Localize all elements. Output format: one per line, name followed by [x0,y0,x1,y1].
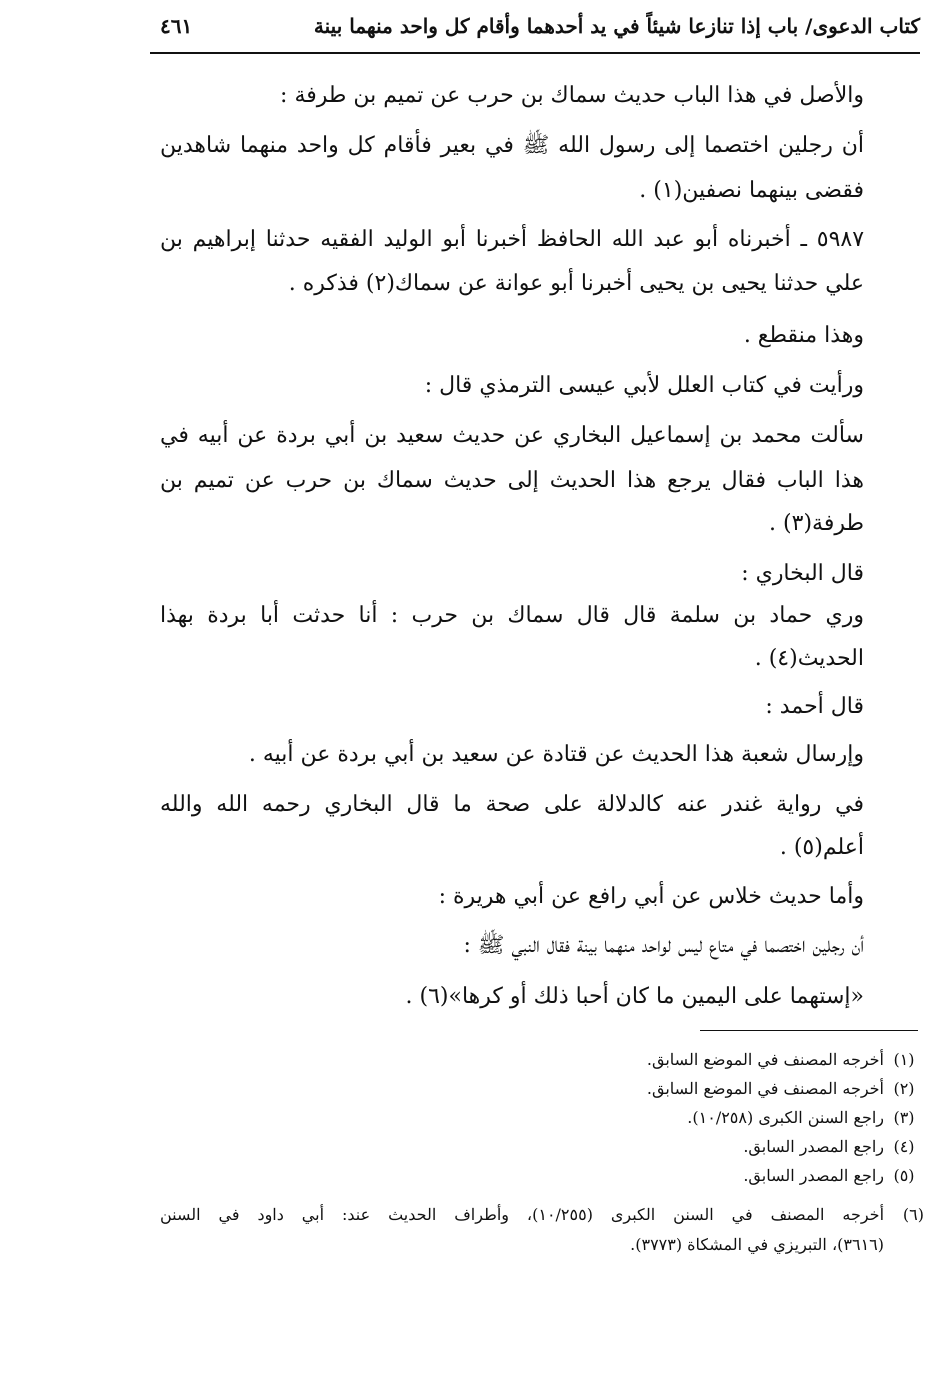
body-line: سألت محمد بن إسماعيل البخاري عن حديث سعيد بن أبي بردة عن أبيه في [160,423,864,448]
body-line: هذا الباب فقال يرجع هذا الحديث إلى حديث سماك بن حرب عن تميم بن [160,468,864,493]
body-line: وأما حديث خلاس عن أبي رافع عن أبي هريرة : [438,884,864,909]
footnote-text: راجع السنن الكبرى (١٠/٢٥٨). [687,1108,884,1127]
footnote [687,1108,924,1128]
page-number: ٤٦١ [160,14,193,38]
footnote [743,1137,924,1157]
footnote-divider [700,1030,918,1031]
body-line: ورأيت في كتاب العلل لأبي عيسى الترمذي قال : [424,373,864,398]
footnote-text: راجع المصدر السابق. [743,1137,884,1156]
hadith-number-line: ٥٩٨٧ ـ أخبرناه أبو عبد الله الحافظ أخبرنا أبو الوليد الفقيه حدثنا إبراهيم بن [160,227,865,252]
footnote-number: (٦) [902,1205,925,1224]
footnote [647,1050,924,1070]
body-line: أعلم(٥) . [779,835,864,860]
body-line: فقضى بينهما نصفين(١) . [639,178,864,203]
header-divider [150,52,920,54]
footnote [743,1166,924,1186]
body-line: أن رجلين اختصما إلى رسول الله ﷺ في بعير فأقام كل واحد منهما شاهدين [160,133,864,158]
footnote [160,1205,924,1225]
footnote-number: (١) [893,1050,915,1069]
page-header [150,10,920,48]
body-line: وهذا منقطع . [743,323,864,348]
footnote-number: (٣) [893,1108,915,1127]
footnote-number: (٥) [893,1166,915,1185]
footnote-number: (٢) [893,1079,915,1098]
footnote-number: (٤) [893,1137,915,1156]
body-line: في رواية غندر عنه كالدلالة على صحة ما قال البخاري رحمه الله والله [160,792,864,817]
body-line: وري حماد بن سلمة قال قال سماك بن حرب : أنا حدثت أبا بردة بهذا [160,603,864,628]
footnote-text: راجع المصدر السابق. [743,1166,884,1185]
footnote [647,1079,924,1099]
footnote-text: أخرجه المصنف في الموضع السابق. [646,1079,884,1098]
body-line: الحديث(٤) . [754,646,864,671]
body-line: قال البخاري : [741,561,864,586]
body-line: والأصل في هذا الباب حديث سماك بن حرب عن تميم بن طرفة : [280,83,864,108]
body-line: «إستهما على اليمين ما كان أحبا ذلك أو كرها»(٦) . [405,984,864,1009]
body-line: قال أحمد : [765,694,864,719]
body-line: طرفة(٣) . [769,511,864,536]
footnote-continuation: (٣٦١٦)، التبريزي في المشكاة (٣٧٧٣). [630,1235,884,1254]
running-title: كتاب الدعوى/ باب إذا تنازعا شيئاً في يد أحدهما وأقام كل واحد منهما بينة [313,14,920,38]
body-line: أن رجلين اختصما في متاع ليس لواحد منهما بينة فقال النبي ﷺ : [463,933,864,958]
body-line: وإرسال شعبة هذا الحديث عن قتادة عن سعيد بن أبي بردة عن أبيه . [248,742,864,767]
body-line: علي حدثنا يحيى بن يحيى أخبرنا أبو عوانة عن سماك(٢) فذكره . [288,271,864,296]
footnote-text: أخرجه المصنف في السنن الكبرى (١٠/٢٥٥)، وأطراف الحديث عند: أبي داود في السنن [160,1205,885,1224]
footnote-text: أخرجه المصنف في الموضع السابق. [646,1050,884,1069]
